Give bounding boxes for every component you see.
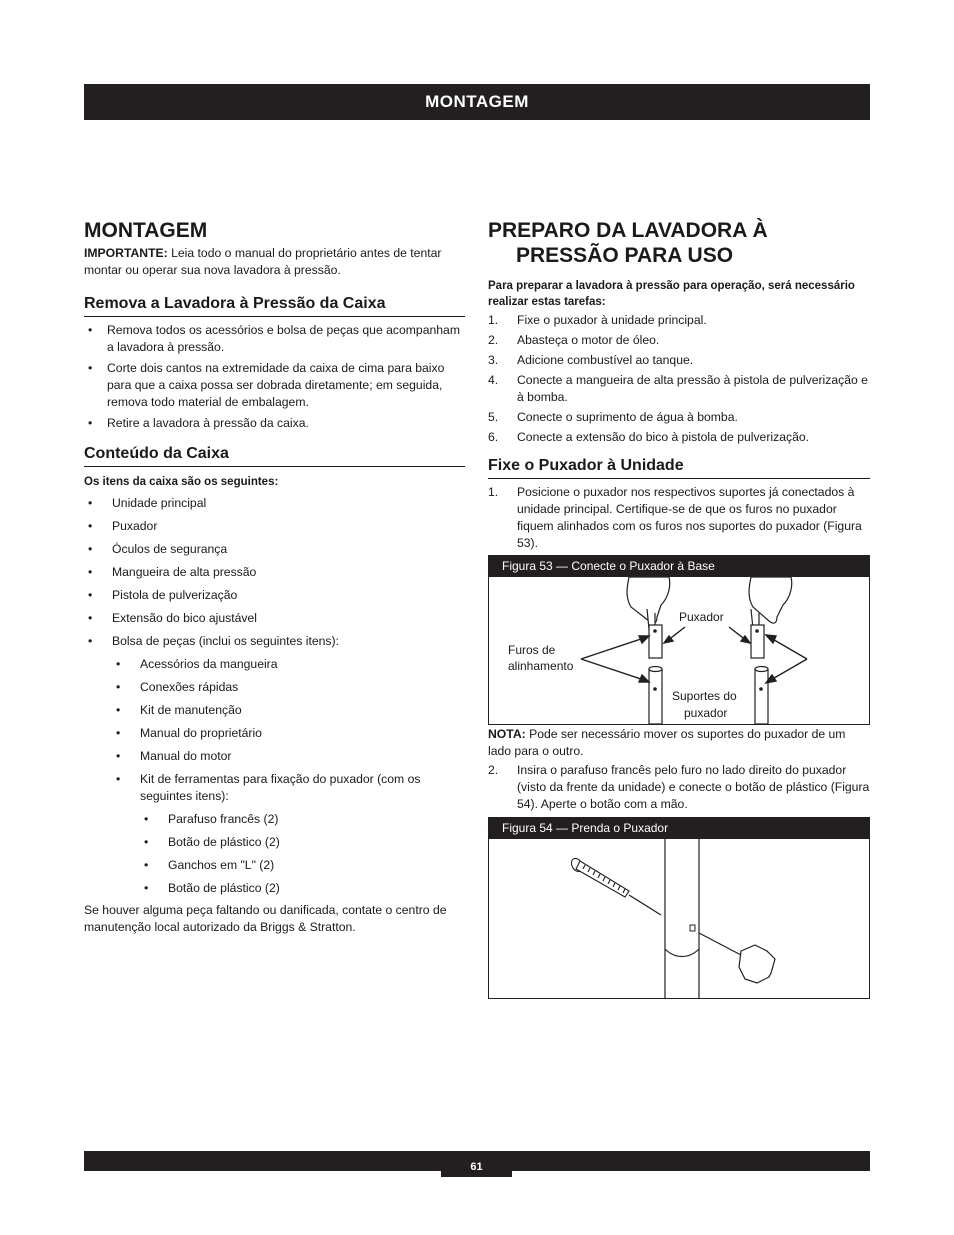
list-item: • Óculos de segurança — [84, 541, 465, 558]
list-item: • Bolsa de peças (inclui os seguintes itens): — [84, 633, 465, 650]
left-hand-icon — [627, 577, 670, 632]
label-furos-line1: Furos de — [508, 643, 556, 657]
list-item: • Conexões rápidas — [112, 679, 465, 696]
right-title-line2: PRESSÃO PARA USO — [516, 244, 734, 267]
list-item: • Manual do motor — [112, 748, 465, 765]
list-item: 5. Conecte o suprimento de água à bomba. — [488, 410, 738, 424]
list-item: • Kit de ferramentas para fixação do puxador (com os seguintes itens): — [112, 771, 465, 805]
list-item: 4. Conecte a mangueira de alta pressão à pistola de pulverização e à bomba. — [488, 373, 868, 404]
label-suportes-line2: puxador — [684, 706, 728, 720]
prep-steps-list — [488, 312, 870, 446]
figure-53 — [488, 555, 870, 725]
figure-54-title: Figura 54 — Prenda o Puxador — [489, 818, 869, 839]
list-item: • Kit de manutenção — [112, 702, 465, 719]
header-title: MONTAGEM — [425, 92, 529, 111]
right-title-line1: PREPARO DA LAVADORA À — [488, 219, 768, 242]
parts-bag-list — [112, 656, 465, 805]
important-notice — [84, 245, 465, 279]
figure-53-title: Figura 53 — Conecte o Puxador à Base — [489, 556, 869, 577]
important-text: Leia todo o manual do proprietário antes de tentar montar ou operar sua nova lavadora à pressão. — [84, 246, 442, 277]
attach-handle-heading: Fixe o Puxador à Unidade — [488, 456, 870, 479]
important-label: IMPORTANTE: — [84, 246, 168, 260]
prep-intro: Para preparar a lavadora à pressão para operação, será necessário realizar estas tarefas: — [488, 280, 855, 308]
tool-kit-list — [140, 811, 465, 897]
list-item: 2. Abasteça o motor de óleo. — [488, 333, 660, 347]
left-section-title: MONTAGEM — [84, 219, 208, 242]
remove-steps-list — [84, 322, 465, 432]
list-item: • Puxador — [84, 518, 465, 535]
list-item: • Extensão do bico ajustável — [84, 610, 465, 627]
box-contents-intro: Os itens da caixa são os seguintes: — [84, 476, 279, 488]
list-item: 1. Fixe o puxador à unidade principal. — [488, 313, 707, 327]
label-suportes-line1: Suportes do — [672, 689, 737, 703]
box-contents-heading: Conteúdo da Caixa — [84, 444, 465, 467]
remove-from-box-heading: Remova a Lavadora à Pressão da Caixa — [84, 294, 465, 317]
list-item: • Unidade principal — [84, 495, 465, 512]
missing-parts-note: Se houver alguma peça faltando ou danificada, contate o centro de manutenção local autorizado da Briggs & Stratton. — [84, 903, 447, 934]
list-item: • Acessórios da mangueira — [112, 656, 465, 673]
list-item: • Mangueira de alta pressão — [84, 564, 465, 581]
attach-handle-step2 — [488, 762, 870, 813]
label-puxador: Puxador — [679, 610, 724, 624]
list-item: • Corte dois cantos na extremidade da caixa de cima para baixo para que a caixa possa ser dobrada diretamente; em seguida, remova todo material de embalagem. — [84, 360, 465, 411]
list-item: • Botão de plástico (2) — [140, 834, 465, 851]
alignment-arrows — [581, 627, 807, 683]
box-contents-list — [84, 495, 465, 650]
right-hand-icon — [749, 577, 792, 632]
bolt-hole — [690, 925, 695, 931]
right-section-title — [488, 218, 870, 268]
label-furos-line2: alinhamento — [508, 659, 574, 673]
figure-54-illustration — [489, 839, 869, 998]
list-item: 1. Posicione o puxador nos respectivos suportes já conectados à unidade principal. Certifique-se de que os furos no puxador fiquem alinhados com os furos nos suportes do puxador (Figura 53). — [488, 485, 862, 550]
left-column — [84, 218, 465, 936]
list-item: • Parafuso francês (2) — [140, 811, 465, 828]
note-text: Pode ser necessário mover os suportes do puxador de um lado para o outro. — [488, 727, 846, 758]
list-item: • Ganchos em "L" (2) — [140, 857, 465, 874]
note-label: NOTA: — [488, 727, 526, 741]
right-bracket — [755, 667, 768, 725]
attach-handle-step1 — [488, 484, 870, 552]
list-item: 2. Insira o parafuso francês pelo furo no lado direito do puxador (visto da frente da unidade) e conecte o botão de plástico (Figura 54). Aperte o botão com a mão. — [488, 763, 870, 811]
handle-note — [488, 726, 870, 760]
list-item: 3. Adicione combustível ao tanque. — [488, 353, 694, 367]
list-item: • Botão de plástico (2) — [140, 880, 465, 897]
page-header-bar — [84, 84, 870, 120]
page-number: 61 — [441, 1151, 512, 1177]
right-column — [488, 218, 870, 999]
list-item: • Manual do proprietário — [112, 725, 465, 742]
plastic-knob-icon — [699, 933, 775, 983]
list-item: • Retire a lavadora à pressão da caixa. — [84, 415, 465, 432]
handle-tube — [665, 839, 699, 998]
list-item: • Pistola de pulverização — [84, 587, 465, 604]
figure-54 — [488, 817, 870, 999]
list-item: • Remova todos os acessórios e bolsa de peças que acompanham a lavadora à pressão. — [84, 322, 465, 356]
list-item: 6. Conecte a extensão do bico à pistola de pulverização. — [488, 430, 810, 444]
carriage-bolt-icon — [569, 856, 629, 897]
left-bracket — [649, 667, 662, 725]
